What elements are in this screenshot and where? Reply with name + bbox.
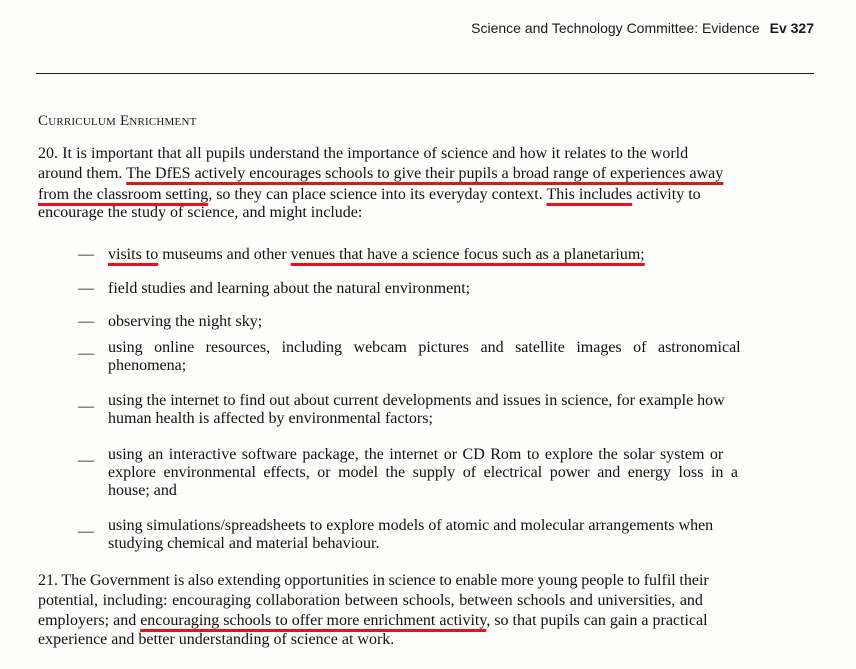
text-run: using an interactive software package, the internet or CD Rom to explore the solar system or: [108, 446, 724, 463]
text-run: explore environmental effects, or model the supply of electrical power and energy loss in a: [108, 464, 738, 481]
paragraph-20: [38, 145, 818, 222]
paragraph-line: [38, 204, 818, 222]
list-line: [108, 280, 823, 298]
list-line: [108, 446, 823, 464]
text-run: , so that pupils can gain a practical: [486, 612, 708, 629]
list-item-text: [108, 280, 823, 298]
text-run: experience and better understanding of science at work.: [38, 631, 395, 648]
paragraph-line: [38, 592, 818, 610]
underlined-highlight: visits to: [108, 246, 159, 263]
list-item-text: [108, 246, 823, 264]
text-run: , so they can place science into its everyday context.: [208, 186, 547, 203]
text-run: observing the night sky;: [108, 313, 263, 330]
text-run: using online resources, including webcam pictures and satellite images of astronomical: [108, 339, 741, 356]
list-line: [108, 313, 823, 331]
paragraph-line: [38, 145, 818, 163]
dash-bullet: —: [78, 345, 94, 362]
paragraph-line: [38, 612, 818, 630]
text-run: around them.: [38, 165, 127, 182]
paragraph-line: [38, 572, 818, 590]
underlined-highlight: This includes: [546, 186, 633, 203]
list-item-text: [108, 339, 823, 375]
paragraph-line: [38, 165, 818, 183]
text-run: field studies and learning about the natural environment;: [108, 280, 471, 297]
underlined-highlight: The DfES actively encourages schools to give their pupils a broad range of experiences away: [126, 165, 724, 182]
dash-bullet: —: [78, 313, 94, 330]
list-line: [108, 339, 823, 357]
header-rule: [36, 73, 814, 74]
text-run: activity to: [632, 186, 701, 203]
list-line: [108, 246, 823, 264]
text-run: encourage the study of science, and might include:: [38, 204, 363, 221]
running-title: Science and Technology Committee: Evidence: [471, 20, 760, 36]
dash-bullet: —: [78, 452, 94, 469]
list-line: [108, 357, 823, 375]
paragraph-line: [38, 186, 818, 204]
section-title: Curriculum Enrichment: [38, 113, 197, 129]
list-line: [108, 482, 823, 500]
list-line: [108, 464, 823, 482]
text-run: using simulations/spreadsheets to explore models of atomic and molecular arrangements when: [108, 517, 714, 534]
list-item-text: [108, 517, 823, 553]
text-run: 20. It is important that all pupils understand the importance of science and how it relates to the world: [38, 145, 689, 162]
list-item-text: [108, 446, 823, 500]
running-header: [471, 20, 814, 36]
list-item-text: [108, 313, 823, 331]
dash-bullet: —: [78, 280, 94, 297]
text-run: potential, including: encouraging collaboration between schools, between schools and universities, and: [38, 592, 703, 609]
underlined-highlight: venues that have a science focus such as a planetarium;: [290, 246, 645, 263]
list-line: [108, 535, 823, 553]
text-run: phenomena;: [108, 357, 187, 374]
dash-bullet: —: [78, 523, 94, 540]
text-run: 21. The Government is also extending opportunities in science to enable more young people to fulfil their: [38, 572, 709, 589]
page-number: Ev 327: [769, 20, 814, 36]
list-item-text: [108, 392, 823, 428]
text-run: house; and: [108, 482, 177, 499]
list-line: [108, 410, 823, 428]
underlined-highlight: encouraging schools to offer more enrichment activity: [140, 612, 487, 629]
underlined-highlight: from the classroom setting: [38, 186, 209, 203]
text-run: studying chemical and material behaviour.: [108, 535, 380, 552]
list-line: [108, 517, 823, 535]
text-run: employers; and: [38, 612, 141, 629]
text-run: museums and other: [158, 246, 291, 263]
paragraph-line: [38, 631, 818, 649]
text-run: human health is affected by environmental factors;: [108, 410, 433, 427]
dash-bullet: —: [78, 398, 94, 415]
list-line: [108, 392, 823, 410]
text-run: using the internet to find out about current developments and issues in science, for example how: [108, 392, 725, 409]
paragraph-21: [38, 572, 818, 649]
dash-bullet: —: [78, 246, 94, 263]
